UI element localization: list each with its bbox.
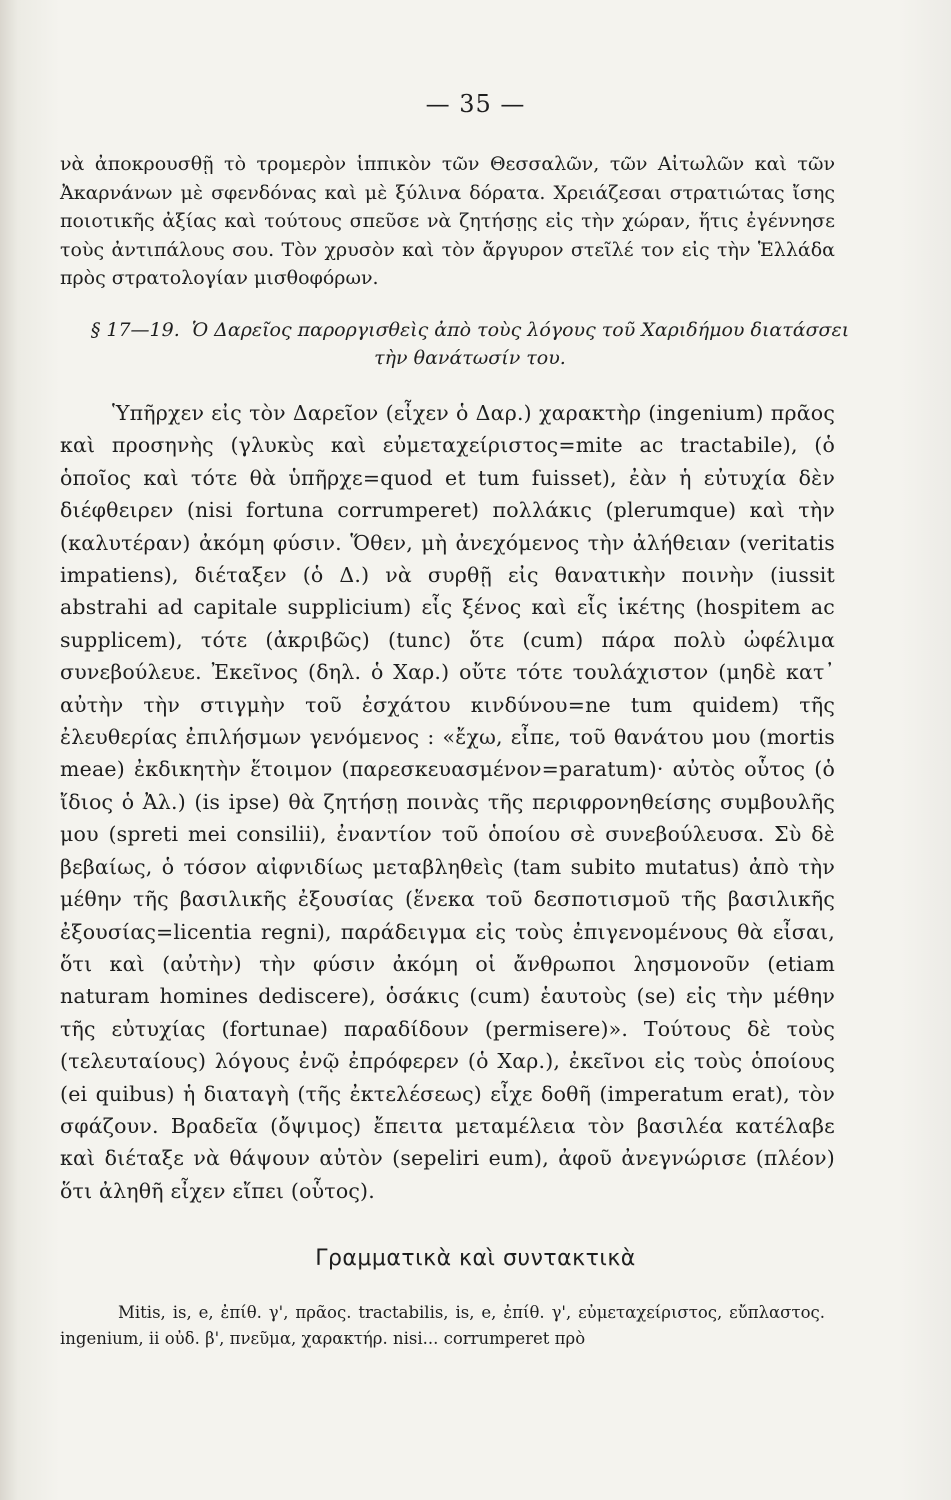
grammar-paragraph: Mitis, is, e, ἐπίθ. γ', πρᾶος. tractabilis, is, e, ἐπίθ. γ', εὐμεταχείριστος, εὔπλαστος. ingenium, ii οὐδ. β', πνεῦμα, χαρακτήρ. nisi... corrumperet πρὸ (60, 1303, 825, 1348)
intro-text (60, 150, 835, 293)
main-text (60, 397, 835, 1207)
section-heading (90, 316, 850, 372)
main-paragraph: Ὑπῆρχεν εἰς τὸν Δαρεῖον (εἶχεν ὁ Δαρ.) χαρακτὴρ (ingenium) πρᾶος καὶ προσηνὴς (γλυκὺς καὶ εὐμεταχείριστος=mite ac tractabile), (ὁ ὁποῖος καὶ τότε θὰ ὑπῆρχε=quod et tum fuisset), ἐὰν ἡ εὐτυχία δὲν διέφθειρεν (nisi fortuna corrumperet) πολλάκις (plerumque) καὶ τὴν (καλυτέραν) ἀκόμη φύσιν. Ὅθεν, μὴ ἀνεχόμενος τὴν ἀλήθειαν (veritatis impatiens), διέταξεν (ὁ Δ.) νὰ συρθῇ εἰς θανατικὴν ποινὴν (iussit abstrahi ad capitale supplicium) εἷς ξένος καὶ εἷς ἱκέτης (hospitem ac supplicem), τότε (ἀκριβῶς) (tunc) ὅτε (cum) πάρα πολὺ ὠφέλιμα συνεβούλευε. Ἐκεῖνος (δηλ. ὁ Χαρ.) οὔτε τότε τουλάχιστον (μηδὲ κατ᾽ αὐτὴν τὴν στιγμὴν τοῦ ἐσχάτου κινδύνου=ne tum quidem) τῆς ἐλευθερίας ἐπιλήσμων γενόμενος : «ἔχω, εἶπε, τοῦ θανάτου μου (mortis meae) ἐκδικητὴν ἕτοιμον (παρεσκευασμένον=paratum)· αὐτὸς οὗτος (ὁ ἴδιος ὁ Ἀλ.) (is ipse) θὰ ζητήσῃ ποινὰς τῆς περιφρονηθείσης συμβουλῆς μου (spreti mei consilii), ἐναντίον τοῦ ὁποίου σὲ συνεβούλευσα. Σὺ δὲ βεβαίως, ὁ τόσον αἰφνιδίως μεταβληθεὶς (tam subito mutatus) ἀπὸ τὴν μέθην τῆς βασιλικῆς ἐξουσίας (ἕνεκα τοῦ δεσποτισμοῦ τῆς βασιλικῆς ἐξουσίας=licentia regni), παράδειγμα εἰς τοὺς ἐπιγενομένους θὰ εἶσαι, ὅτι καὶ (αὐτὴν) τὴν φύσιν ἀκόμη οἱ ἄνθρωποι λησμονοῦν (etiam naturam homines dediscere), ὁσάκις (cum) ἑαυτοὺς (se) εἰς τὴν μέθην τῆς εὐτυχίας (fortunae) παραδίδουν (permisere)». Τούτους δὲ τοὺς (τελευταίους) λόγους ἐνῷ ἐπρόφερεν (ὁ Χαρ.), ἐκεῖνοι εἰς τοὺς ὁποίους (ei quibus) ἡ διαταγὴ (τῆς ἐκτελέσεως) εἶχε δοθῆ (imperatum erat), τὸν σφάζουν. Βραδεῖα (ὄψιμος) ἔπειτα μεταμέλεια τὸν βασιλέα κατέλαβε καὶ διέταξε νὰ θάψουν αὐτὸν (sepeliri eum), ἀφοῦ ἀνεγνώρισε (πλέον) ὅτι ἀληθῆ εἶχεν εἴπει (οὗτος). (60, 401, 835, 1203)
page-number: — 35 — (425, 90, 526, 118)
section-title: Ὁ Δαρεῖος παροργισθεὶς ἀπὸ τοὺς λόγους τοῦ Χαριδήμου διατάσσει τὴν θανάτωσίν του. (191, 319, 850, 369)
intro-paragraph: νὰ ἀποκρουσθῇ τὸ τρομερὸν ἱππικὸν τῶν Θεσσαλῶν, τῶν Αἰτωλῶν καὶ τῶν Ἀκαρνάνων μὲ σφενδόνας καὶ μὲ ξύλινα δόρατα. Χρειάζεσαι στρατιώτας ἴσης ποιοτικῆς ἀξίας καὶ τούτους σπεῦσε νὰ ζητήσῃς εἰς τὴν χώραν, ἥτις ἐγέννησε τοὺς ἀντιπάλους σου. Τὸν χρυσὸν καὶ τὸν ἄργυρον στεῖλέ τον εἰς τὴν Ἑλλάδα πρὸς στρατολογίαν μισθοφόρων. (60, 153, 835, 289)
section-number: § 17—19. (90, 319, 180, 341)
grammar-heading: Γραμματικὰ καὶ συντακτικὰ (315, 1246, 636, 1271)
grammar-text (60, 1300, 825, 1352)
